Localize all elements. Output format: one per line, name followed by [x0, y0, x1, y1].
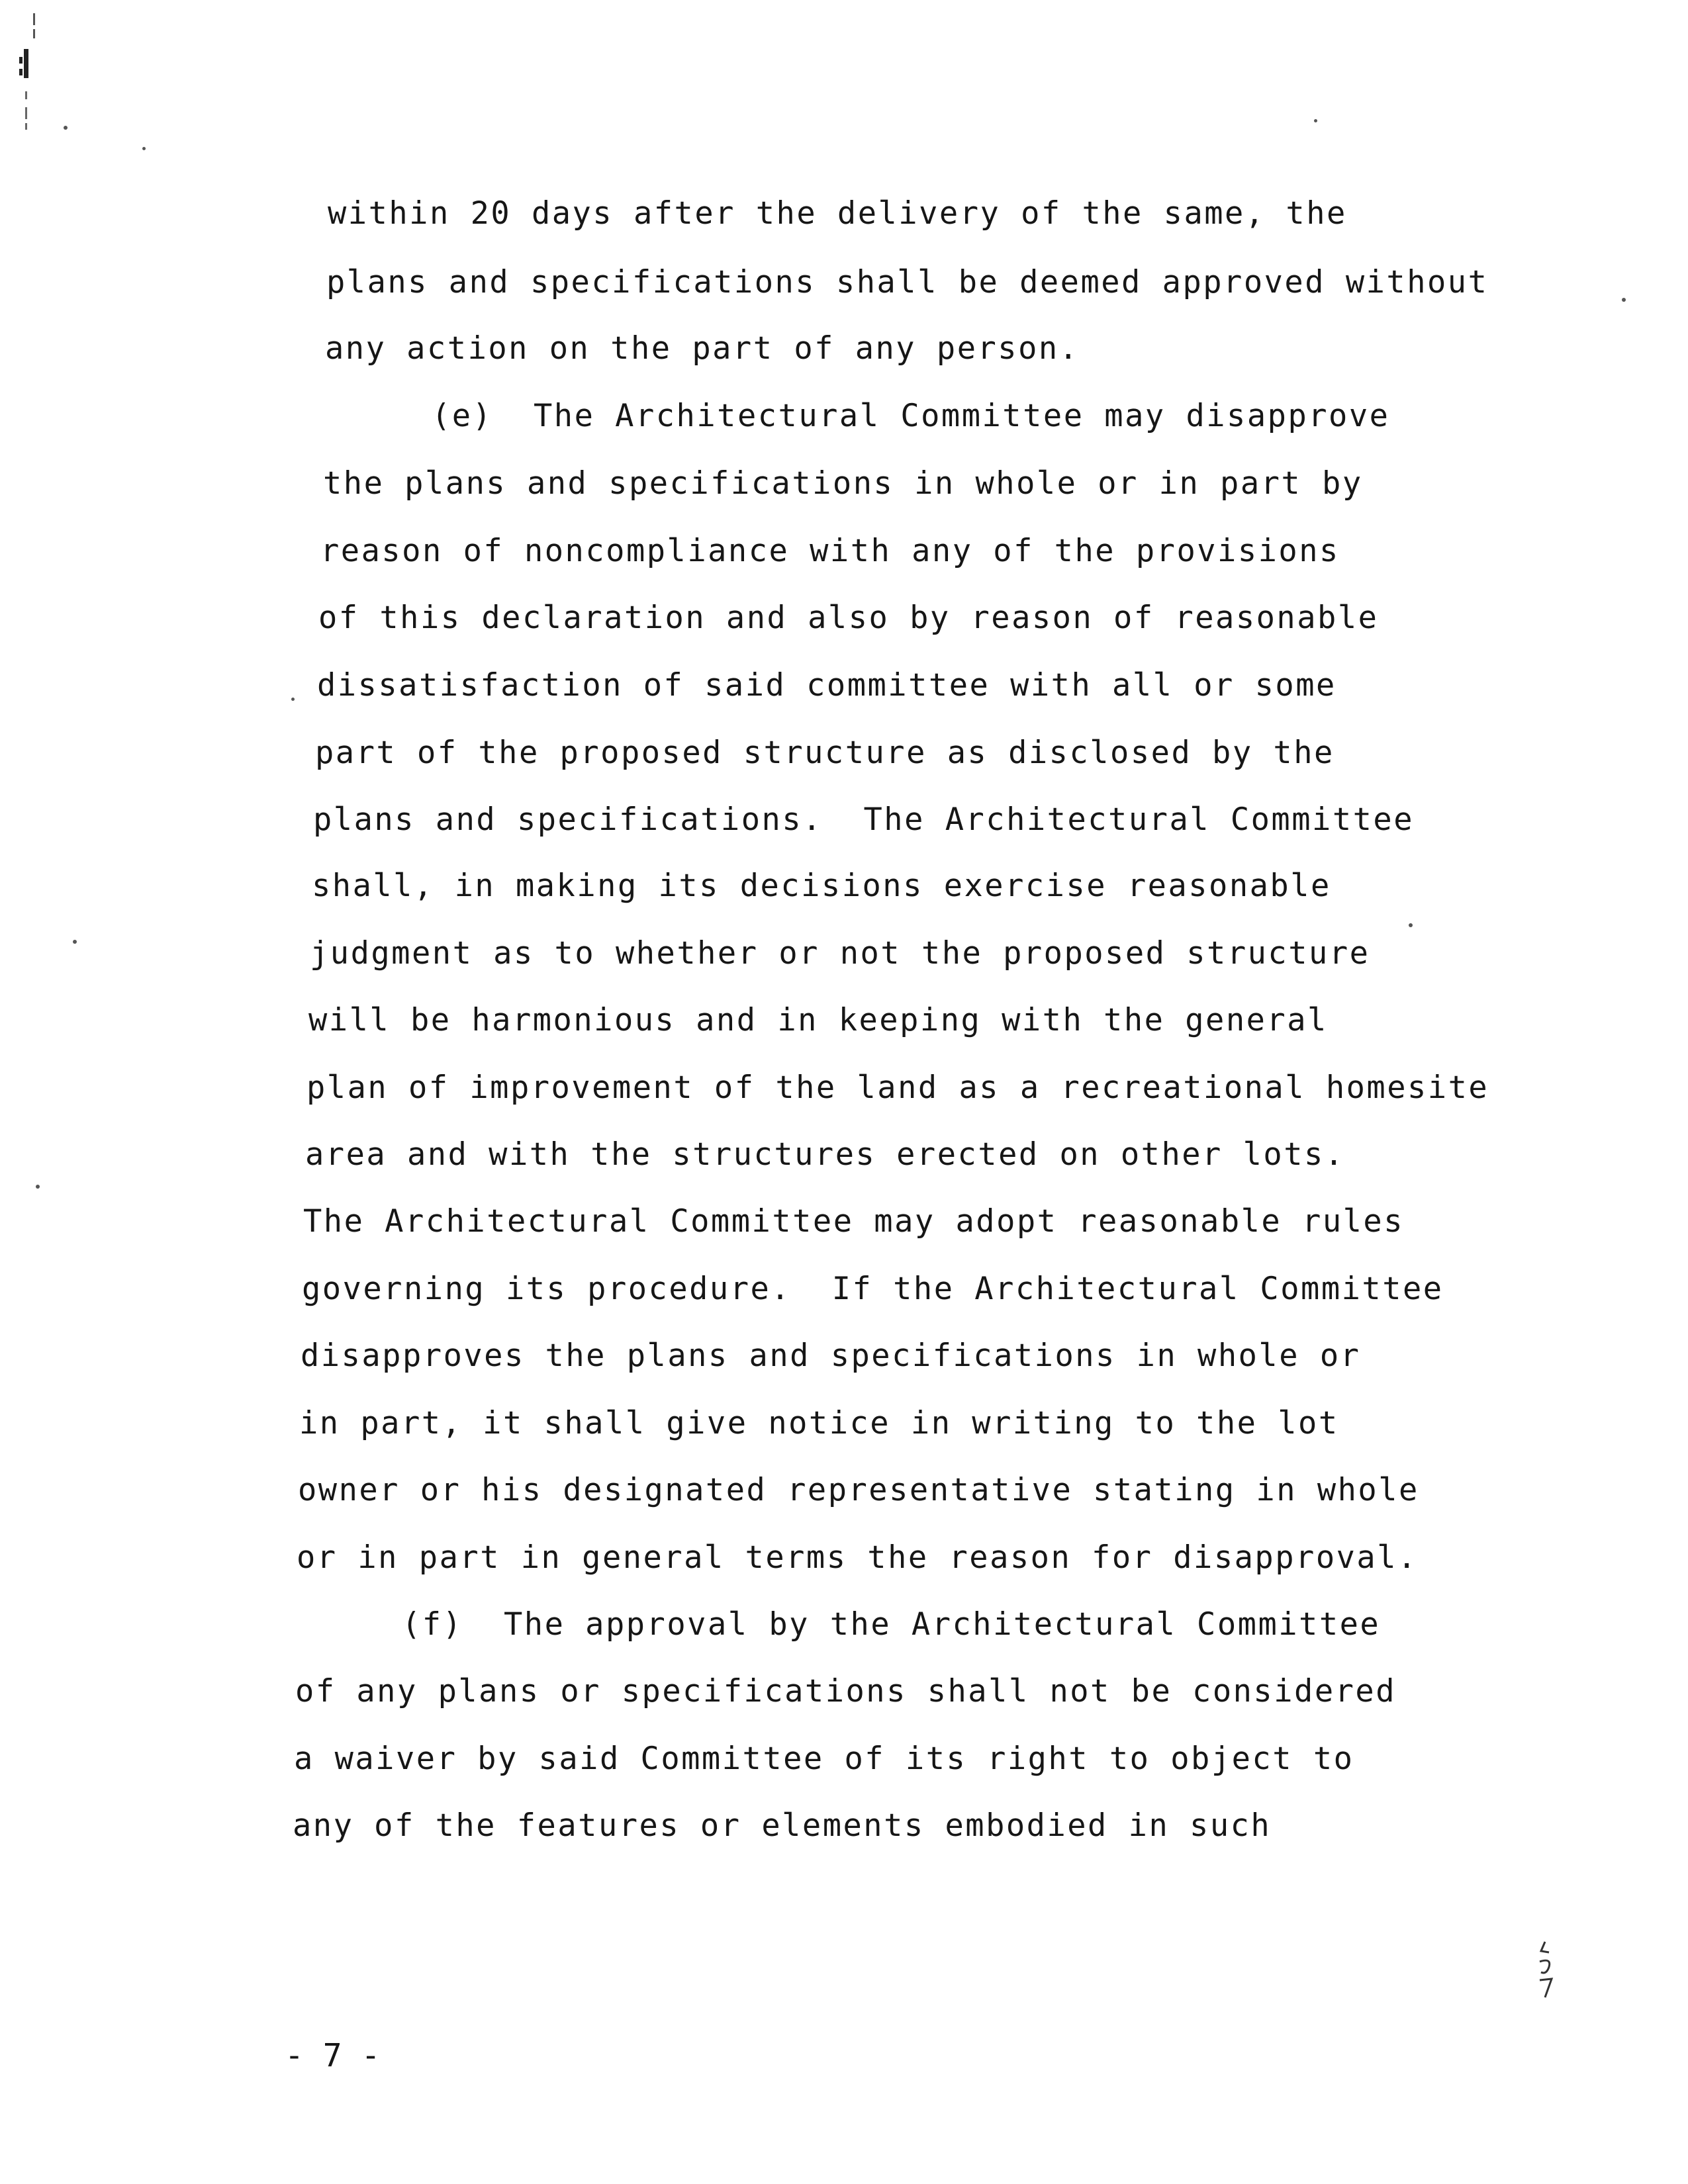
handwritten-margin-mark [1533, 1939, 1560, 2002]
body-text-line: part of the proposed structure as disclosed by the [315, 735, 1335, 771]
scan-speck [1314, 119, 1317, 122]
body-text-line: any of the features or elements embodied in such [293, 1807, 1272, 1844]
body-text-line: The Architectural Committee may adopt reasonable rules [303, 1203, 1405, 1240]
body-text-line: disapproves the plans and specifications in whole or [301, 1338, 1361, 1374]
body-text-line: of this declaration and also by reason of reasonable [318, 600, 1379, 636]
body-text-line: shall, in making its decisions exercise reasonable [312, 868, 1331, 904]
scan-speck [1409, 923, 1413, 927]
body-text-line: within 20 days after the delivery of the same, the [328, 195, 1347, 232]
body-text-line: governing its procedure. If the Architectural Committee [302, 1271, 1444, 1307]
body-text-line: owner or his designated representative stating in whole [298, 1472, 1419, 1508]
margin-binding-mark [15, 8, 42, 134]
scan-speck [36, 1185, 40, 1189]
body-text-line: in part, it shall give notice in writing to the lot [299, 1405, 1339, 1441]
scan-speck [64, 126, 68, 130]
body-text-line: a waiver by said Committee of its right to object to [294, 1741, 1354, 1777]
scan-speck [1622, 298, 1626, 302]
section-f-heading-line: (f) The approval by the Architectural Committee [402, 1606, 1381, 1643]
section-e-heading-line: (e) The Architectural Committee may disapprove [432, 398, 1390, 434]
body-text-line: plan of improvement of the land as a recreational homesite [306, 1069, 1489, 1106]
body-text-line: plans and specifications. The Architectural Committee [313, 801, 1415, 838]
body-text-line: plans and specifications shall be deemed approved without [326, 264, 1489, 300]
scan-speck [142, 147, 146, 150]
scan-speck [291, 698, 295, 701]
body-text-line: dissatisfaction of said committee with all or some [317, 667, 1336, 704]
page-number: - 7 - [285, 2037, 381, 2074]
scan-speck [73, 940, 77, 944]
body-text-line: the plans and specifications in whole or in part by [323, 465, 1363, 502]
body-text-line: area and with the structures erected on other lots. [305, 1136, 1345, 1173]
body-text-line: or in part in general terms the reason for disapproval. [297, 1539, 1418, 1576]
body-text-line: any action on the part of any person. [325, 330, 1080, 367]
body-text-line: reason of noncompliance with any of the provisions [320, 533, 1340, 569]
body-text-line: judgment as to whether or not the proposed structure [310, 935, 1370, 972]
body-text-line: will be harmonious and in keeping with the general [308, 1002, 1328, 1038]
body-text-line: of any plans or specifications shall not be considered [295, 1673, 1397, 1709]
